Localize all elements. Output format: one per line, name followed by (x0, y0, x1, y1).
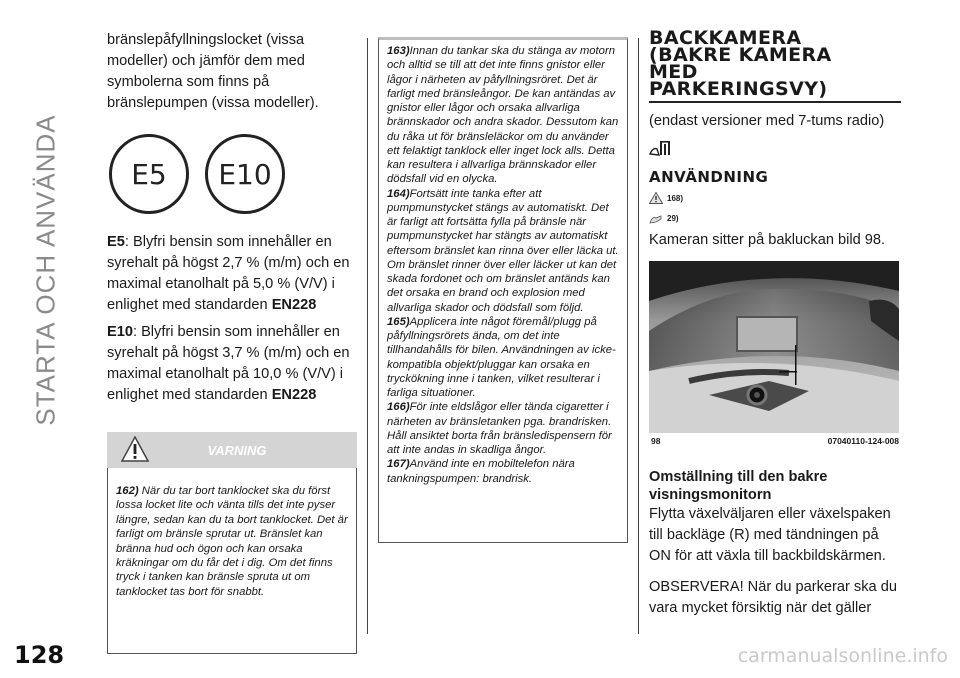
section-side-label-text: STARTA OCH ANVÄNDA (30, 114, 61, 426)
column-1 (107, 30, 357, 654)
column-divider-2 (638, 38, 639, 634)
warning-box (107, 432, 357, 654)
figure-caption (649, 436, 901, 446)
switch-heading: Omställning till den bakre visningsmonitorn (649, 469, 828, 503)
usage-heading: ANVÄNDNING (649, 168, 769, 186)
warning-item: 164)Fortsätt inte tanka efter att pumpmunstycket stängs av automatiskt. Det är farligt att fortsätta fylla på bränsle när pumpmunstycket har stängts av automatiskt eftersom bränslet kan rinna över eller läcka ut. Om bränslet rinner över eller läcker ut kan det skada fordonet och om bränslet antänds kan det orsaka en brand och explosion med allvarliga skador och dödsfall som följd. (387, 187, 619, 314)
fuel-intro-text: bränslepåfyllningslocket (vissa modeller) och jämför dem med symbolerna som finns på bränslepumpen (vissa modeller). (107, 32, 319, 111)
warning-item: 163)Innan du tankar ska du stänga av motorn och alltid se till att det inte finns gnistor eller lågor i närheten av påfyllningsröret. Det är farligt med bränsleångor. De kan antändas av gnistor eller lågor och orsaka allvarliga brännskador och andra skador. Dessutom kan du råka ut för bränsleläckor om du använder ett felaktigt tanklock eller inget lock alls. Detta kan resultera i allvarliga brännskador eller dödsfall vid en olycka. (387, 45, 619, 186)
warning-item: 166)För inte eldslågor eller tända cigaretter i närheten av bränsletanken pga. brandrisken. Håll ansiktet borta från bränsledispensern för att inte andas in skadliga ångor. (387, 401, 612, 456)
page-number: 128 (14, 641, 65, 669)
e5-text: : Blyfri bensin som innehåller en syrehalt på högst 2,7 % (m/m) och en maximal etanolhalt på 5,0 % (V/V) i enlighet med standarden (107, 234, 350, 313)
e10-text: : Blyfri bensin som innehåller en syrehalt på högst 3,7 % (m/m) och en maximal etanolhalt på 10,0 % (V/V) i enlighet med standarden (107, 324, 350, 403)
ref-warning-168: 168) (649, 192, 901, 204)
watermark-text: carmanualsonline.info (737, 645, 948, 667)
rear-camera-photo (649, 261, 899, 433)
e5-standard: EN228 (271, 297, 317, 313)
switch-text: Flytta växelväljaren eller växelspaken till backläge (R) med tändningen på ON för att växla till backbildskärmen. (649, 506, 891, 564)
camera-symbol-icon (649, 139, 673, 157)
warning-title: VARNING (207, 442, 267, 458)
fuel-symbols (107, 134, 357, 214)
figure-number: 98 (651, 436, 661, 446)
ref-note-29: 29) (649, 212, 901, 224)
warning-body (107, 468, 357, 654)
warning-header (107, 432, 357, 468)
version-note: (endast versioner med 7-tums radio) (649, 113, 885, 129)
column-divider-1 (367, 38, 368, 634)
warning-text: När du tar bort tanklocket ska du först lossa locket lite och vänta tills det inte pyser längre, sedan kan du ta bort tanklocket. Det är farligt om bränsle sprutar ut. Bränslet kan bränna hud och ögon och kan orsaka kräkningar om du får det i dig. Om det finns tryck i tanken kan bränsle spruta ut om tanklocket tas bort för snabbt. (116, 485, 348, 598)
e5-symbol-icon: E5 (109, 134, 189, 214)
e5-code: E5 (107, 234, 125, 250)
warning-triangle-icon (649, 192, 663, 204)
camera-location-text: Kameran sitter på bakluckan bild 98. (649, 232, 886, 248)
warning-number: 162) (116, 485, 139, 497)
warning-triangle-icon (121, 436, 149, 462)
parking-note-text: OBSERVERA! När du parkerar ska du vara mycket försiktig när det gäller (649, 579, 897, 616)
figure-code: 07040110-124-008 (827, 436, 899, 446)
warnings-continued-box (378, 37, 628, 543)
e10-code: E10 (107, 324, 133, 340)
e5-description (107, 232, 357, 316)
backcamera-heading: BACKKAMERA (BAKRE KAMERA MED PARKERINGSVY) (649, 30, 901, 103)
warning-item: 167)Använd inte en mobiltelefon nära tankningspumpen: brandrisk. (387, 458, 575, 485)
hand-note-icon (649, 212, 663, 224)
column-3 (649, 27, 901, 619)
section-side-label (18, 20, 74, 520)
e10-description (107, 322, 357, 406)
e10-standard: EN228 (271, 387, 317, 403)
warning-item: 165)Applicera inte något föremål/plugg på påfyllningsrörets ända, om det inte tillhandahålls för bilen. Användningen av icke-kompatibla objekt/pluggar kan orsaka en tryckökning inne i tanken, vilket resulterar i farliga situationer. (387, 315, 616, 399)
e10-symbol-icon: E10 (205, 134, 285, 214)
